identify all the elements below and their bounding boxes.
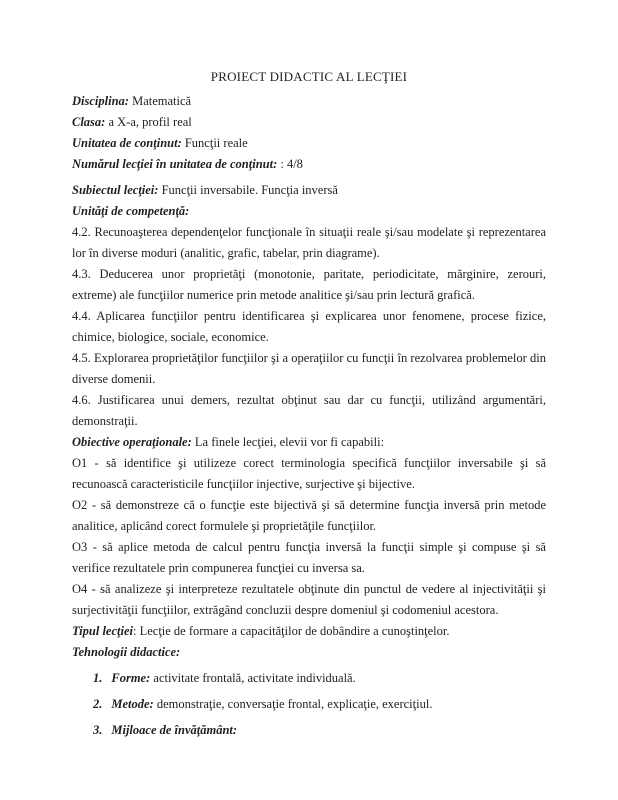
field-label-unitate: Unitatea de conţinut: — [72, 136, 182, 150]
competency-paragraph-4-4: 4.4. Aplicarea funcţiilor pentru identificarea şi explicarea unor fenomene, procese fizice, chimice, biologice, sociale, economice. — [72, 309, 546, 344]
document-content — [72, 66, 546, 741]
list-text-forme: activitate frontală, activitate individuală. — [150, 671, 356, 685]
field-value-clasa: a X-a, profil real — [105, 115, 192, 129]
objectives-label: Obiective operaţionale: — [72, 435, 192, 449]
meta-line-unitate — [72, 133, 546, 154]
list-number: 2. — [93, 697, 103, 711]
list-item-forme — [72, 668, 546, 689]
list-text-metode: demonstraţie, conversaţie frontal, explicaţie, exerciţiul. — [153, 697, 433, 711]
list-label-forme: Forme: — [111, 671, 151, 685]
field-value-disciplina: Matematică — [128, 94, 192, 108]
subject-line — [72, 180, 546, 201]
field-value-subiect: Funcţii inversabile. Funcţia inversă — [158, 183, 338, 197]
document-title: PROIECT DIDACTIC AL LECŢIEI — [210, 69, 408, 84]
competency-paragraph-4-6: 4.6. Justificarea unui demers, rezultat obţinut sau dar cu funcţii, utilizând argumentări, demonstraţii. — [72, 393, 546, 428]
objective-paragraph-o3: O3 - să aplice metoda de calcul pentru funcţia inversă la funcţii simple şi compuse şi să verifice rezultatele prin compunerea funcţiei cu inversa sa. — [72, 540, 546, 575]
competencies-heading-label: Unităţi de competenţă: — [72, 204, 190, 218]
lesson-type-line — [72, 621, 546, 642]
list-item-metode — [72, 694, 546, 715]
technologies-heading-label: Tehnologii didactice: — [72, 645, 181, 659]
competency-paragraph-4-2: 4.2. Recunoaşterea dependenţelor funcţionale în situaţii reale şi/sau modelate şi reprezentarea lor în diverse moduri (analitic, grafic, tabelar, prin diagrame). — [72, 225, 546, 260]
field-label-clasa: Clasa: — [72, 115, 106, 129]
competency-paragraph-4-3: 4.3. Deducerea unor proprietăţi (monotonie, paritate, periodicitate, mărginire, zerouri, extreme) ale funcţiilor numerice prin metode analitice şi/sau prin lectură grafică. — [72, 267, 546, 302]
field-label-subiect: Subiectul lecţiei: — [72, 183, 159, 197]
technologies-heading — [72, 642, 546, 663]
objective-paragraph-o1: O1 - să identifice şi utilizeze corect terminologia specifică funcţiilor inversabile şi să recunoască caracteristicile funcţiilor injective, surjective şi bijective. — [72, 456, 546, 491]
lesson-type-label: Tipul lecţiei — [72, 624, 133, 638]
field-value-numar-lectie: : 4/8 — [277, 157, 303, 171]
list-number: 1. — [93, 671, 103, 685]
field-label-disciplina: Disciplina: — [72, 94, 129, 108]
lesson-type-value: : Lecţie de formare a capacităţilor de dobândire a cunoştinţelor. — [132, 624, 450, 638]
list-number: 3. — [93, 723, 103, 737]
list-label-metode: Metode: — [111, 697, 154, 711]
objectives-intro-line — [72, 432, 546, 453]
list-item-mijloace — [72, 720, 546, 741]
objective-paragraph-o2: O2 - să demonstreze că o funcţie este bijectivă şi să determine funcţia inversă prin metode analitice, aplicând corect formulele şi proprietăţile funcţiilor. — [72, 498, 546, 533]
objectives-intro-text: La finele lecţiei, elevii vor fi capabili: — [191, 435, 385, 449]
technologies-list — [72, 668, 546, 741]
field-label-numar-lectie: Numărul lecţiei în unitatea de conţinut: — [72, 157, 278, 171]
list-label-mijloace: Mijloace de învăţământ: — [111, 723, 238, 737]
meta-line-disciplina — [72, 91, 546, 112]
objective-paragraph-o4: O4 - să analizeze şi interpreteze rezultatele obţinute din punctul de vedere al injectivităţii şi surjectivităţii funcţiilor, extrăgând concluzii despre domeniul şi codomeniul acestora. — [72, 582, 546, 617]
meta-line-clasa — [72, 112, 546, 133]
competency-paragraph-4-5: 4.5. Explorarea proprietăţilor funcţiilor şi a operaţiilor cu funcţii în rezolvarea problemelor din diverse domenii. — [72, 351, 546, 386]
meta-line-numar-lectie — [72, 154, 546, 175]
field-value-unitate: Funcţii reale — [181, 136, 248, 150]
competencies-heading — [72, 201, 546, 222]
